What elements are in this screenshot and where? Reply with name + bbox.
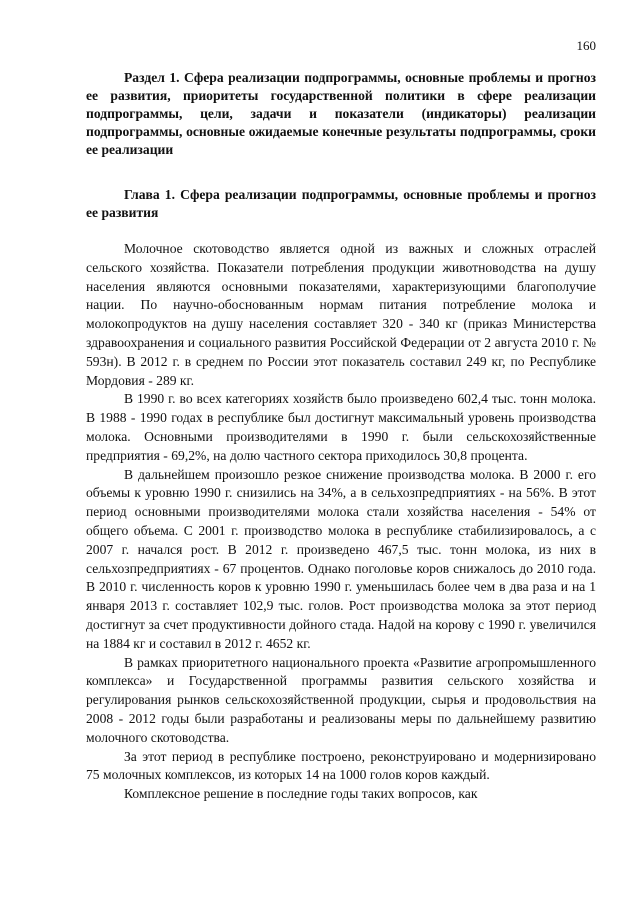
paragraph: Молочное скотоводство является одной из важных и сложных отраслей сельского хозяйства. Показатели потребления продукции животноводства на душу населения являются основными показателями, характеризующими благополучие нации. По научно-обоснованным нормам питания потребление молока и молокопродуктов на душу населения составляет 320 - 340 кг (приказ Министерства здравоохранения и социального развития Российской Федерации от 2 августа 2010 г. № 593н). В 2012 г. в среднем по России этот показатель составил 249 кг, по Республике Мордовия - 289 кг. bbox=[86, 241, 596, 388]
page-number: 160 bbox=[576, 38, 596, 53]
paragraph: За этот период в республике построено, реконструировано и модернизировано 75 молочных комплексов, из которых 14 на 1000 голов коров каждый. bbox=[86, 748, 596, 783]
paragraph: В 1990 г. во всех категориях хозяйств было произведено 602,4 тыс. тонн молока. В 1988 - 1990 годах в республике был достигнут максимальный уровень производства молока. Основными производителями в 1990 г. были сельскохозяйственные предприятия - 69,2%, на долю частного сектора приходилось 30,8 процента. bbox=[86, 391, 596, 463]
paragraph: В рамках приоритетного национального проекта «Развитие агропромышленного комплекса» и Государственной программы развития сельского хозяйства и регулирования рынков сельскохозяйственной продукции, сырья и продовольствия на 2008 - 2012 годы были разработаны и реализованы меры по дальнейшему развитию молочного скотоводства. bbox=[86, 654, 596, 745]
paragraph: В дальнейшем произошло резкое снижение производства молока. В 2000 г. его объемы к уровню 1990 г. снизились на 34%, а в сельхозпредприятиях - на 56%. В этот период основными производителями молока стали хозяйства населения - 54% от общего объема. С 2001 г. производство молока в республике стабилизировалось, а с 2007 г. начался рост. В 2012 г. произведено 467,5 тыс. тонн молока, из них в сельхозпредприятиях - 67 процентов. Однако поголовье коров снижалось до 2010 года. В 2010 г. численность коров к уровню 1990 г. уменьшилась более чем в два раза и на 1 января 2013 г. составляет 102,9 тыс. голов. Рост производства молока за этот период достигнут за счет продуктивности дойного стада. Надой на корову с 1990 г. увеличился на 1884 кг и составил в 2012 г. 4652 кг. bbox=[86, 466, 596, 651]
section-heading: Раздел 1. Сфера реализации подпрограммы, основные проблемы и прогноз ее развития, приоритеты государственной политики в сфере реализации подпрограммы, цели, задачи и показатели (индикаторы) реализации подпрограммы, основные ожидаемые конечные результаты подпрограммы, сроки ее реализации bbox=[86, 70, 596, 157]
body-text bbox=[86, 240, 596, 804]
paragraph: Комплексное решение в последние годы таких вопросов, как bbox=[124, 786, 478, 802]
chapter-heading: Глава 1. Сфера реализации подпрограммы, основные проблемы и прогноз ее развития bbox=[86, 187, 596, 220]
